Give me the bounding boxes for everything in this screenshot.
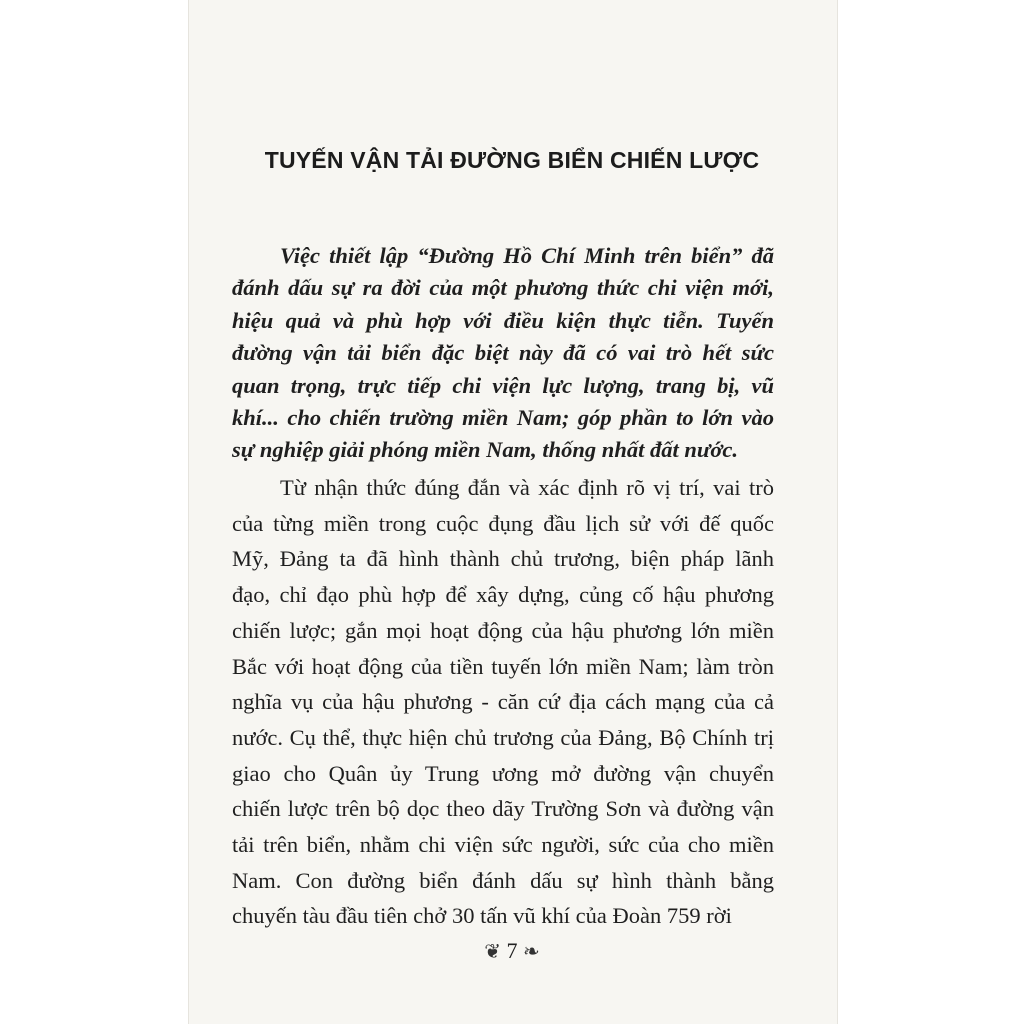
intro-line: đánh dấu sự ra đời của một phương thức chi viện mới,: [232, 275, 774, 301]
page-folio: [232, 938, 792, 964]
intro-line: sự nghiệp giải phóng miền Nam, thống nhất đất nước.: [232, 437, 739, 463]
intro-line: khí... cho chiến trường miền Nam; góp phần to lớn vào: [232, 405, 774, 431]
body-line: chiến lược; gắn mọi hoạt động của hậu phương lớn miền: [232, 617, 774, 643]
page-number: 7: [506, 938, 518, 963]
body-line: tải trên biển, nhằm chi viện sức người, sức của cho miền: [232, 832, 774, 858]
body-paragraph: [232, 470, 774, 934]
intro-paragraph: [232, 240, 774, 467]
body-line: chuyến tàu đầu tiên chở 30 tấn vũ khí của Đoàn 759 rời: [232, 903, 732, 929]
intro-line: quan trọng, trực tiếp chi viện lực lượng, trang bị, vũ: [232, 372, 774, 398]
body-line: Bắc với hoạt động của tiền tuyến lớn miền Nam; làm tròn: [232, 653, 774, 679]
body-line: nghĩa vụ của hậu phương - căn cứ địa cách mạng của cả: [232, 689, 774, 715]
body-line: nước. Cụ thể, thực hiện chủ trương của Đảng, Bộ Chính trị: [232, 724, 774, 750]
intro-line: Việc thiết lập “Đường Hồ Chí Minh trên biển” đã: [280, 243, 774, 268]
section-heading: TUYẾN VẬN TẢI ĐƯỜNG BIỂN CHIẾN LƯỢC: [264, 147, 760, 173]
body-line: đạo, chỉ đạo phù hợp để xây dựng, củng cố hậu phương: [232, 582, 774, 608]
body-line: Nam. Con đường biển đánh dấu sự hình thành bằng: [232, 867, 774, 893]
intro-line: đường vận tải biển đặc biệt này đã có vai trò hết sức: [232, 340, 774, 366]
body-line: giao cho Quân ủy Trung ương mở đường vận chuyển: [232, 760, 774, 786]
body-line: Mỹ, Đảng ta đã hình thành chủ trương, biện pháp lãnh: [232, 546, 774, 572]
body-line: của từng miền trong cuộc đụng đầu lịch sử với đế quốc: [232, 510, 774, 536]
body-line: Từ nhận thức đúng đắn và xác định rõ vị trí, vai trò: [280, 475, 774, 500]
intro-line: hiệu quả và phù hợp với điều kiện thực tiễn. Tuyến: [232, 307, 774, 333]
right-ornament-icon: ❧: [523, 941, 540, 963]
left-ornament-icon: ❦: [484, 941, 501, 963]
body-line: chiến lược trên bộ dọc theo dãy Trường Sơn và đường vận: [232, 796, 774, 822]
